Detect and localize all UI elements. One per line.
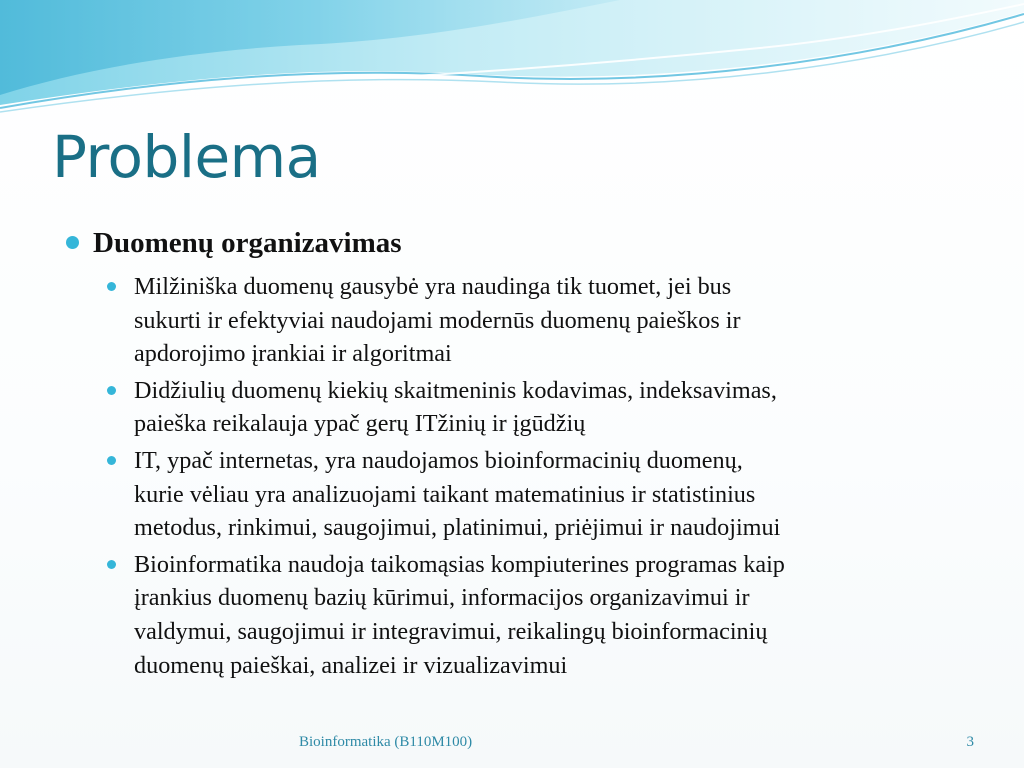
bullet-icon — [107, 456, 116, 465]
section-heading: Duomenų organizavimas — [93, 227, 402, 259]
page-number: 3 — [966, 734, 974, 750]
list-item: IT, ypač internetas, yra naudojamos bioinformacinių duomenų, kurie vėliau yra analizuojami taikant matematinius ir statistinius metodus, rinkimui, saugojimui, platinimui, priėjimui ir naudojimui — [134, 444, 982, 545]
bullet-icon — [66, 236, 79, 249]
bullet-icon — [107, 386, 116, 395]
slide-content — [62, 224, 982, 685]
bullet-icon — [107, 282, 116, 291]
list-item: Didžiulių duomenų kiekių skaitmeninis kodavimas, indeksavimas, paieška reikalauja ypač gerų ITžinių ir įgūdžių — [134, 374, 982, 441]
header-wave-decoration — [0, 0, 1024, 130]
bullet-icon — [107, 560, 116, 569]
slide-title: Problema — [52, 123, 321, 191]
footer-course: Bioinformatika (B110M100) — [299, 734, 473, 750]
bullet-list — [62, 270, 982, 682]
list-item: Milžiniška duomenų gausybė yra naudinga tik tuomet, jei bus sukurti ir efektyviai naudojami modernūs duomenų paieškos ir apdorojimo įrankiai ir algoritmai — [134, 270, 982, 371]
section-heading-item — [62, 224, 982, 262]
list-item: Bioinformatika naudoja taikomąsias kompiuterines programas kaip įrankius duomenų bazių kūrimui, informacijos organizavimui ir valdymui, saugojimui ir integravimui, reikalingų bioinformacinių duomenų paieškai, analizei ir vizualizavimui — [134, 548, 982, 682]
